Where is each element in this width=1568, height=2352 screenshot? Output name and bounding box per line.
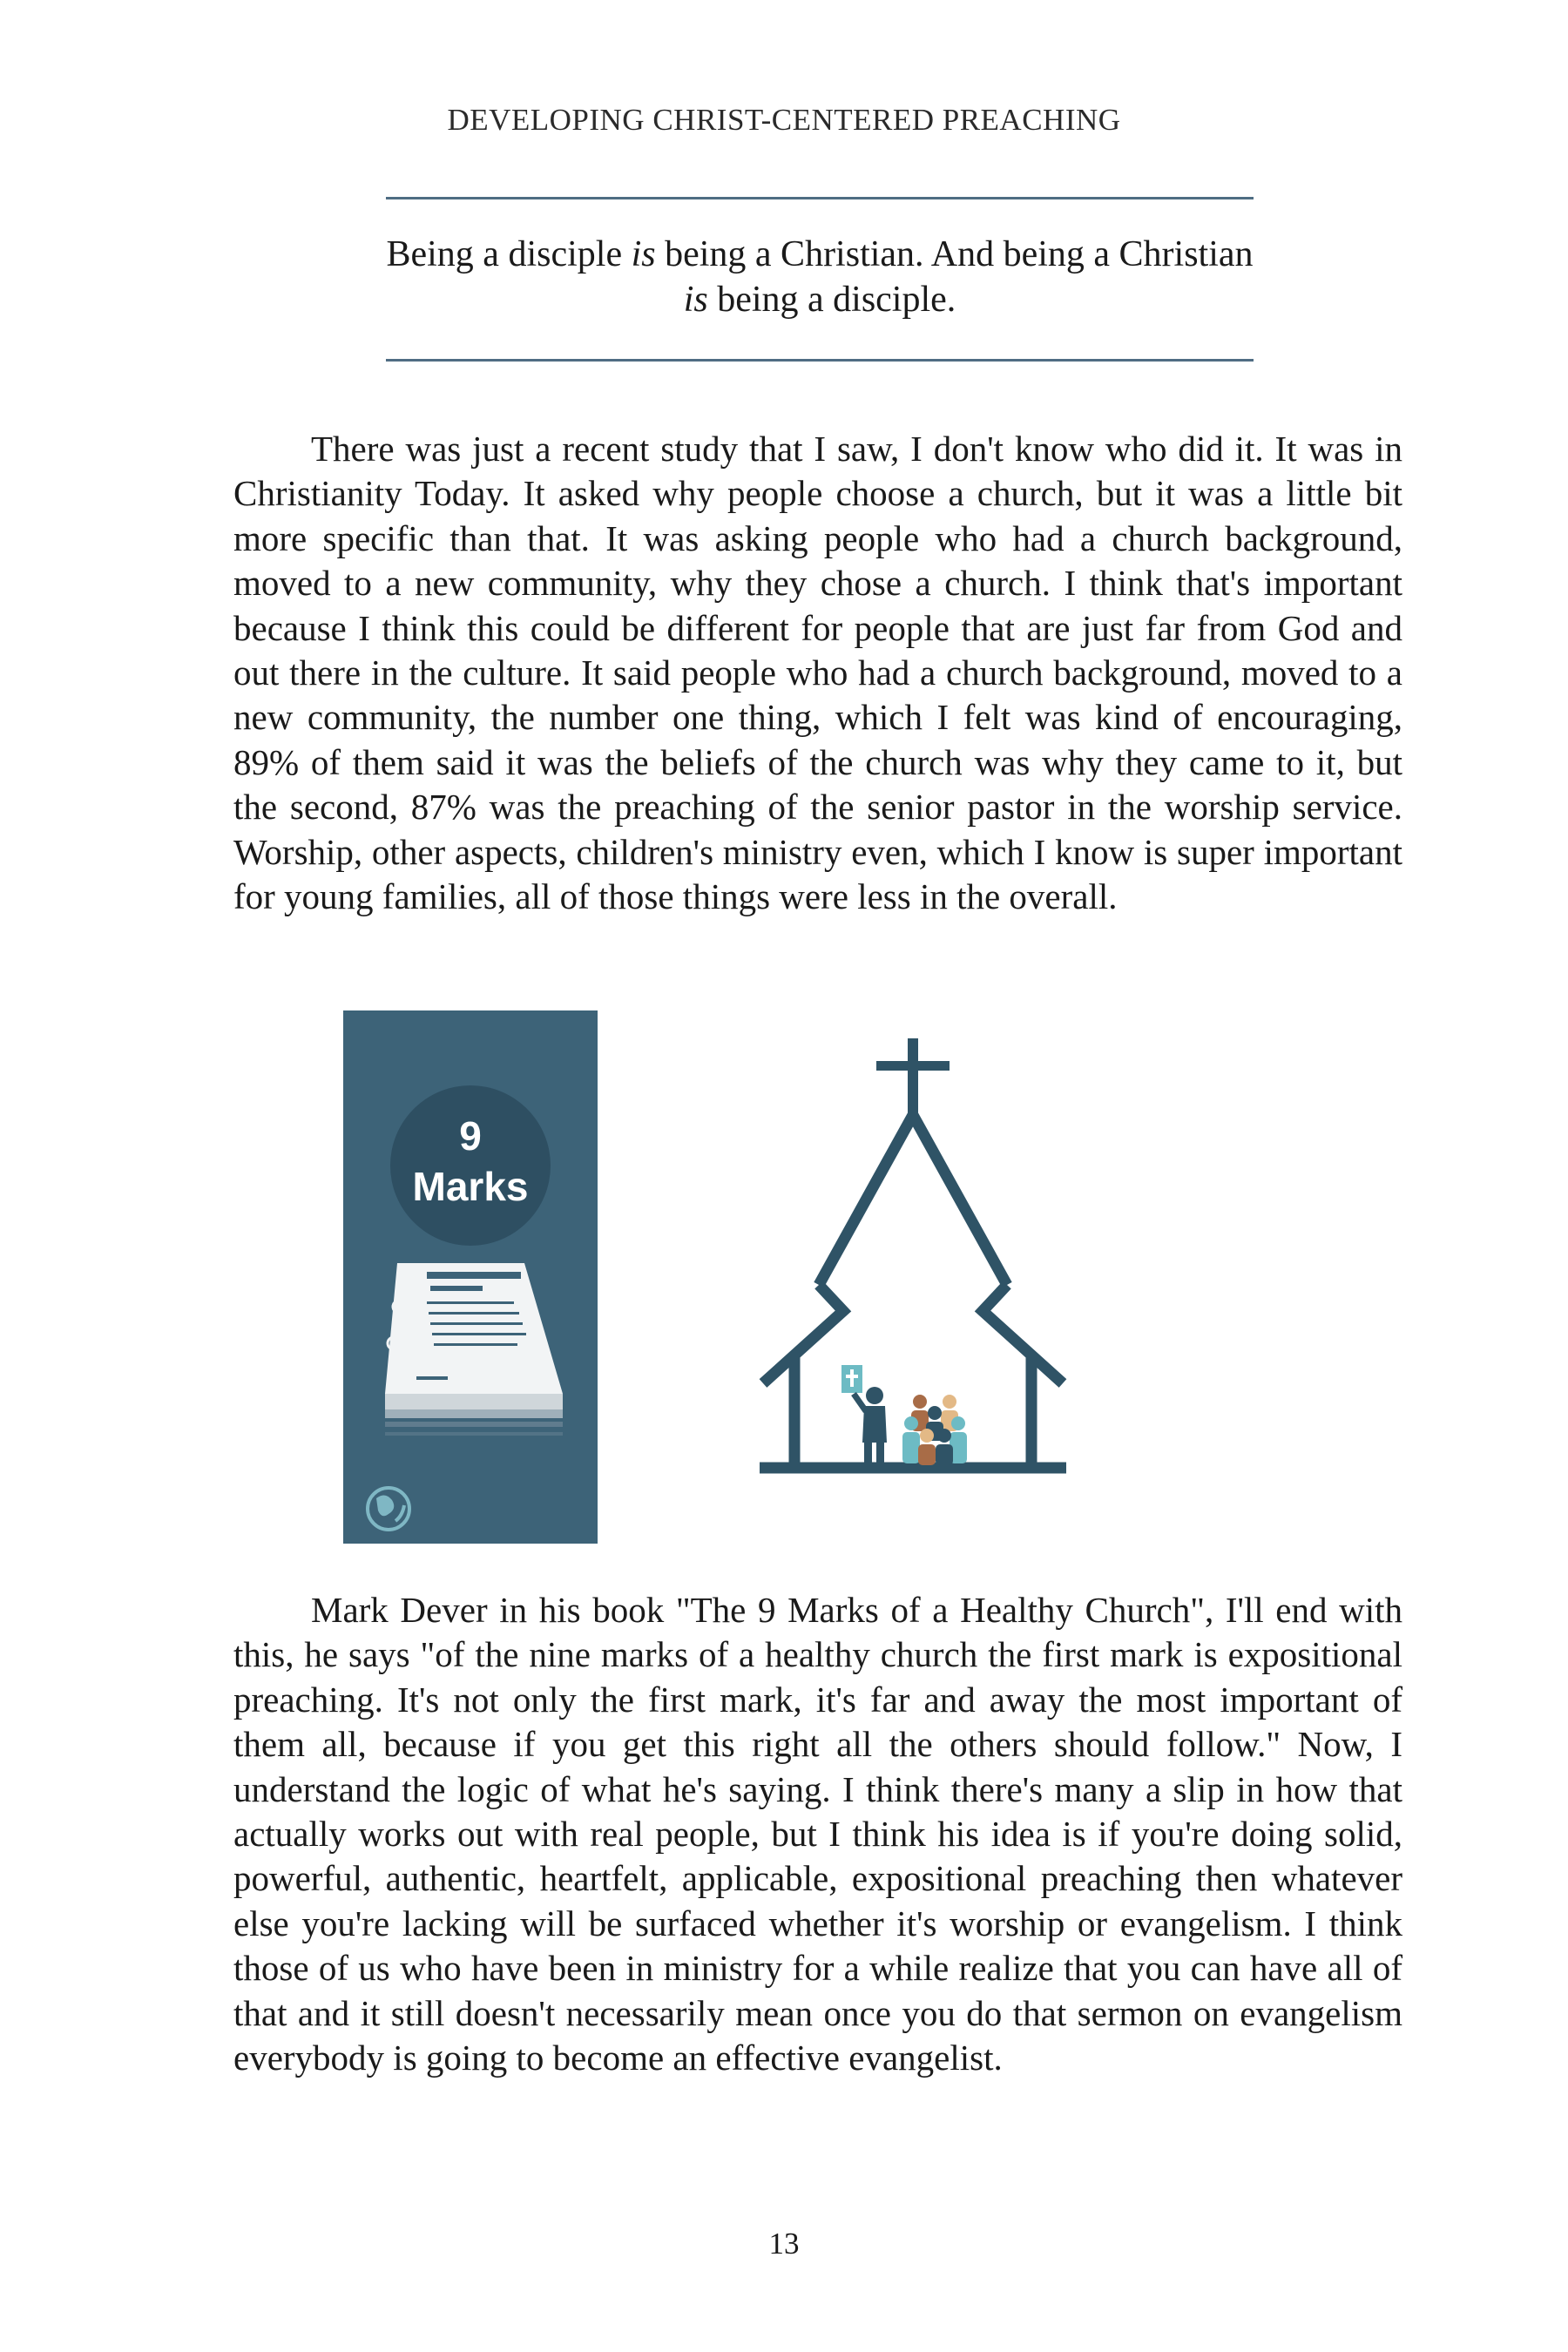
pull-quote-part-2: being a Christian. And being a Christian bbox=[655, 234, 1254, 274]
pull-quote-emphasis-1: is bbox=[631, 234, 656, 274]
page-number: 13 bbox=[768, 2227, 800, 2261]
pull-quote bbox=[386, 232, 1254, 322]
nine-marks-book-cover bbox=[343, 1010, 598, 1544]
pull-quote-bottom-rule bbox=[386, 359, 1254, 362]
badge-number: 9 bbox=[459, 1113, 482, 1159]
body-paragraph-2: Mark Dever in his book "The 9 Marks of a Healthy Church", I'll end with this, he says "of the nine marks of a healthy church the first mark is expositional preaching. It's not only the first mark, it's far and away the most important of them all, because if you get this right all the others should follow." Now, I understand the logic of what he's saying. I think there's many a slip in how that actually works out with real people, but I think his idea is if you're doing solid, powerful, authentic, heartfelt, applicable, expositional preaching then whatever else you're lacking will be surfaced whether it's worship or evangelism. I think those of us who have been in ministry for a while realize that you can have all of that and it still doesn't necessarily mean once you do that sermon on evangelism everybody is going to become an effective evangelist. bbox=[233, 1590, 1402, 2078]
body-paragraph-1: There was just a recent study that I saw, I don't know who did it. It was in Christianity Today. It asked why people choose a church, but it was a little bit more specific than that. It was asking people who had a church background, moved to a new community, why they chose a church. I think that's important because I think this could be different for people that are just far from God and out there in the culture. It said people who had a church background, moved to a new community, the number one thing, which I felt was kind of encouraging, 89% of them said it was the beliefs of the church was why they came to it, but the second, 87% was the preaching of the senior pastor in the worship service. Worship, other aspects, children's ministry even, which I know is super important for young families, all of those things were less in the overall. bbox=[233, 429, 1402, 917]
congregation-icon bbox=[902, 1395, 967, 1465]
pull-quote-part-1: Being a disciple bbox=[386, 234, 632, 274]
pull-quote-top-rule bbox=[386, 197, 1254, 199]
preacher-icon bbox=[841, 1365, 887, 1465]
church-graphic bbox=[756, 1037, 1070, 1481]
church-congregation-illustration bbox=[756, 1037, 1070, 1481]
pull-quote-part-3: being a disciple. bbox=[707, 280, 956, 320]
pull-quote-emphasis-2: is bbox=[683, 280, 708, 320]
running-header: DEVELOPING CHRIST-CENTERED PREACHING bbox=[447, 103, 1121, 137]
book-cover-graphic bbox=[343, 1010, 598, 1544]
badge-word: Marks bbox=[412, 1164, 529, 1209]
